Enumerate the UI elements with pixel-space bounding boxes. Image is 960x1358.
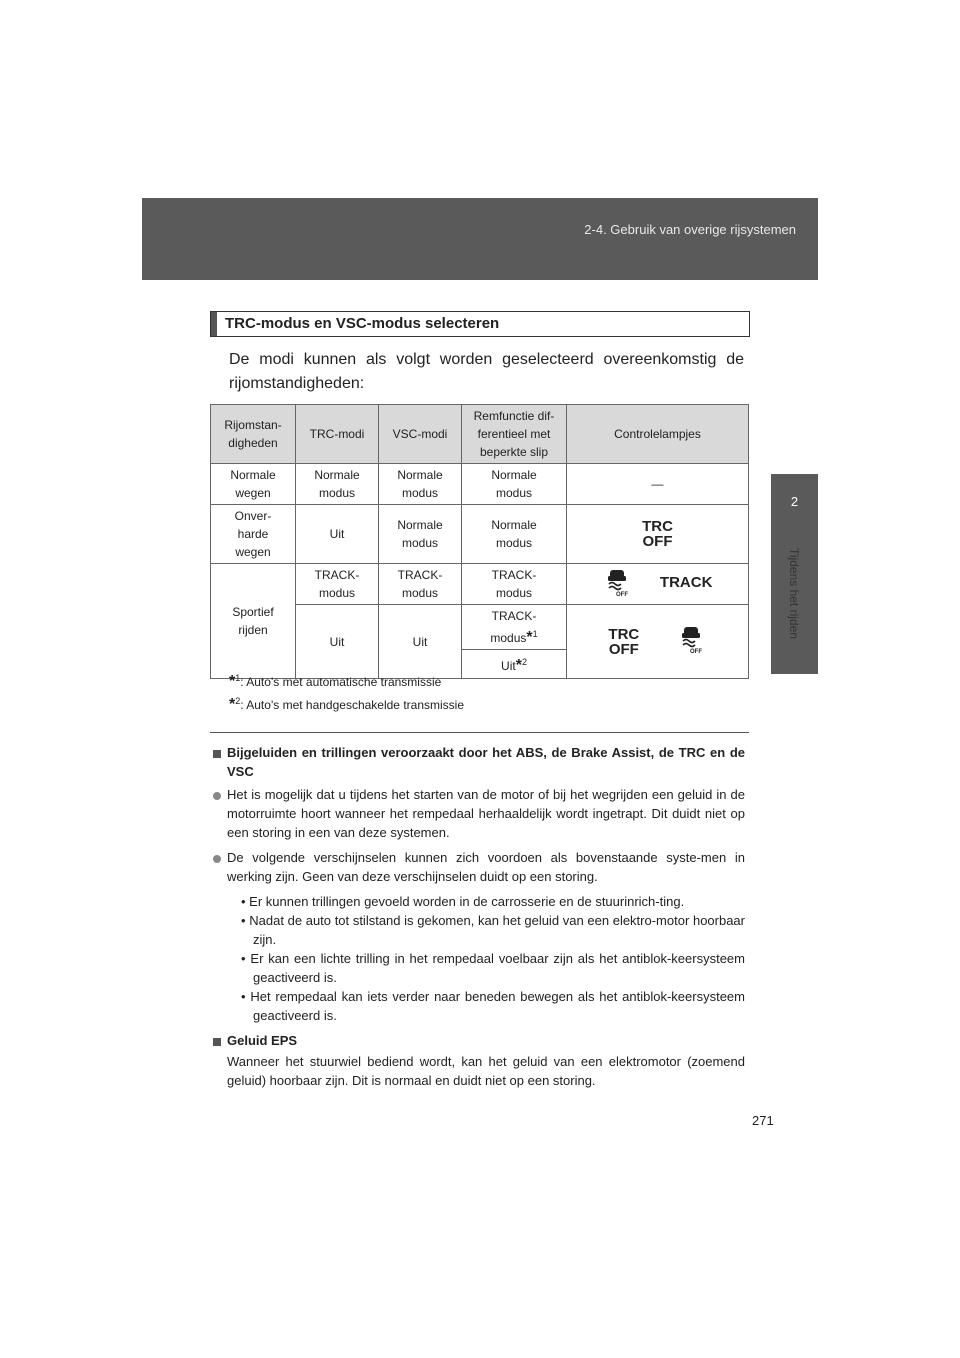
cell-lamp	[567, 505, 749, 564]
eps-heading: Geluid EPS	[213, 1031, 745, 1050]
section-divider	[210, 732, 749, 733]
cell-trc: TRACK- modus	[296, 564, 379, 605]
header-lamps: Controlelampjes	[567, 405, 749, 464]
vsc-off-indicator-icon	[677, 624, 707, 659]
vsc-off-indicator-icon	[603, 567, 633, 602]
table-row	[211, 464, 749, 505]
lamp-off-text: OFF	[608, 640, 639, 658]
cell-lamp	[567, 564, 749, 605]
section-title: TRC-modus en VSC-modus selecteren	[225, 315, 500, 332]
cell-trc: Uit	[296, 605, 379, 679]
abs-item-2: De volgende verschijnselen kunnen zich voordoen als bovenstaande syste-men in werking zijn. Geen van deze verschijnselen duidt op een storing.	[213, 848, 745, 886]
cell-lamp	[567, 605, 749, 679]
mode-table	[210, 404, 749, 679]
intro-paragraph: De modi kunnen als volgt worden geselecteerd overeenkomstig de rijomstandigheden:	[229, 351, 744, 392]
svg-text:OFF: OFF	[689, 649, 702, 654]
page-number: 271	[752, 1113, 774, 1128]
table-row	[211, 505, 749, 564]
cell-diff: TRACK- modus*$^1$	[462, 605, 567, 650]
chapter-header-band	[142, 198, 818, 280]
diff-off-text: Uit	[501, 659, 516, 673]
footnote-1: *$^1$: Auto's met automatische transmissie	[229, 673, 442, 690]
cell-cond: Normale wegen	[211, 464, 296, 505]
table-row	[211, 564, 749, 605]
round-bullet-icon	[213, 855, 221, 863]
abs-sub-4: • Het rempedaal kan iets verder naar beneden bewegen als het antiblok-keersysteem geactiveerd is.	[241, 989, 745, 1023]
header-vsc: VSC-modi	[379, 405, 462, 464]
cell-vsc: Uit	[379, 605, 462, 679]
abs-heading: Bijgeluiden en trillingen veroorzaakt door het ABS, de Brake Assist, de TRC en de VSC	[213, 743, 745, 781]
cell-diff: TRACK- modus	[462, 564, 567, 605]
square-bullet-icon	[213, 750, 221, 758]
square-bullet-icon	[213, 1038, 221, 1046]
cell-cond: Sportief rijden	[211, 564, 296, 679]
cell-vsc: Normale modus	[379, 464, 462, 505]
chapter-side-label	[779, 548, 809, 678]
cell-vsc: TRACK- modus	[379, 564, 462, 605]
diff-track-text: TRACK- modus	[490, 609, 537, 645]
section-title-box	[210, 311, 750, 337]
chapter-label-text: Tijdens het rijden	[787, 548, 801, 639]
section-title-bar	[211, 312, 217, 336]
abs-sub-3: • Er kan een lichte trilling in het rempedaal voelbaar zijn als het antiblok-keersysteem geactiveerd is.	[241, 951, 745, 985]
cell-diff: Normale modus	[462, 505, 567, 564]
cell-trc: Normale modus	[296, 464, 379, 505]
trc-off-indicator-icon	[642, 519, 673, 549]
cell-diff: Uit*$^2$	[462, 650, 567, 679]
abs-sub-2: • Nadat de auto tot stilstand is gekomen, kan het geluid van een elektro-motor hoorbaar zijn.	[241, 913, 745, 947]
svg-text:OFF: OFF	[615, 591, 628, 597]
eps-text: Wanneer het stuurwiel bediend wordt, kan het geluid van een elektromotor (zoemend geluid) hoorbaar zijn. Dit is normaal en duidt niet op een storing.	[227, 1054, 745, 1088]
abs-notes	[213, 743, 745, 1090]
abs-item-1: Het is mogelijk dat u tijdens het starten van de motor of bij het wegrijden een geluid in de motorruimte hoort wanneer het rempedaal herhaaldelijk wordt ingetrapt. Dit duidt niet op een storing in een van deze systemen.	[213, 785, 745, 842]
lamp-trc-text: TRC	[642, 518, 673, 535]
lamp-off-text: OFF	[642, 533, 673, 550]
table-header-row	[211, 405, 749, 464]
footnote-2: *$^2$: Auto's met handgeschakelde transmissie	[229, 696, 464, 713]
abs-sub-1: • Er kunnen trillingen gevoeld worden in de carrosserie en de stuurinrich-ting.	[241, 894, 685, 909]
cell-trc: Uit	[296, 505, 379, 564]
cell-diff: Normale modus	[462, 464, 567, 505]
chapter-number: 2	[790, 494, 799, 509]
cell-cond: Onver- harde wegen	[211, 505, 296, 564]
cell-lamp: —	[567, 464, 749, 505]
track-indicator-text: TRACK	[659, 574, 713, 592]
header-cond: Rijomstan- digheden	[211, 405, 296, 464]
round-bullet-icon	[213, 792, 221, 800]
chapter-section-label: 2-4. Gebruik van overige rijsystemen	[584, 222, 796, 237]
lamp-trc-text: TRC	[608, 625, 640, 643]
cell-vsc: Normale modus	[379, 505, 462, 564]
header-trc: TRC-modi	[296, 405, 379, 464]
header-diff: Remfunctie dif- ferentieel met beperkte slip	[462, 405, 567, 464]
trc-off-indicator-icon	[608, 627, 639, 657]
